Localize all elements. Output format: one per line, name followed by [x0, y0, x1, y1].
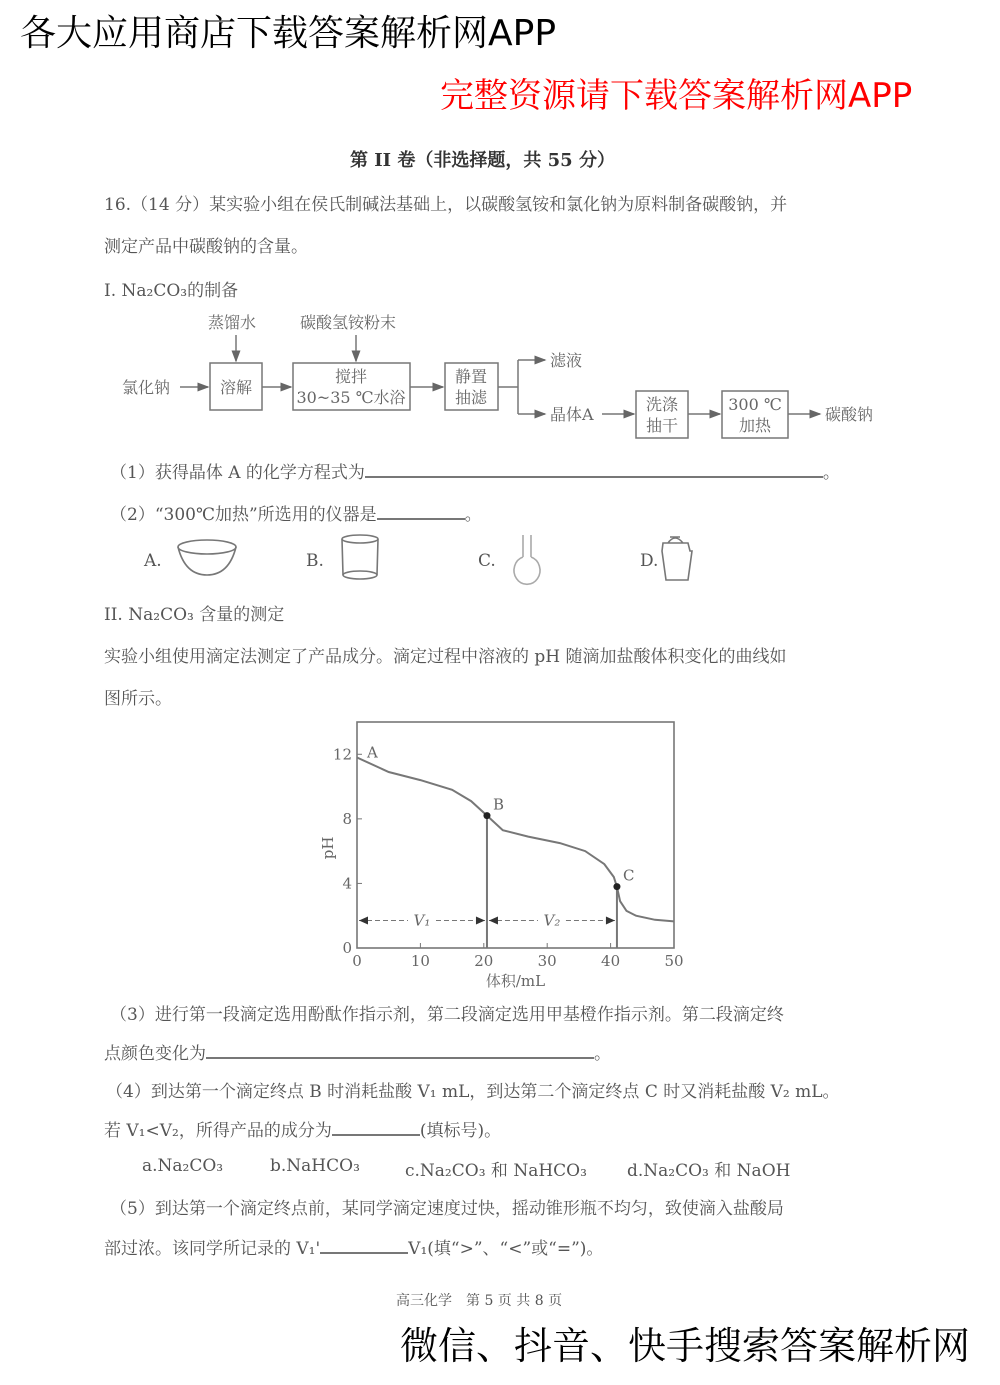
- q4-option-b: b.NaHCO₃: [270, 1156, 360, 1176]
- watermark-center: 完整资源请下载答案解析网APP: [440, 76, 913, 116]
- x-axis-label: 体积/mL: [485, 972, 546, 990]
- flow-step5b: 加热: [738, 416, 772, 435]
- ph-curve: [357, 758, 674, 922]
- q4-line2: [104, 1116, 501, 1141]
- point-C: [613, 883, 620, 890]
- point-label-C: C: [622, 866, 635, 885]
- q4-hint: (填标号)。: [419, 1121, 502, 1141]
- watermark-bottom-right: 微信、抖音、快手搜索答案解析网: [400, 1324, 971, 1368]
- option-c-label: C.: [478, 551, 496, 571]
- q5-text: 部过浓。该同学所记录的 V₁': [104, 1239, 321, 1259]
- x-tick-label: 10: [410, 952, 430, 970]
- q1-period: 。: [822, 463, 840, 483]
- x-tick-label: 30: [537, 952, 557, 970]
- flow-step4a: 洗涤: [645, 395, 679, 414]
- y-tick-label: 8: [342, 809, 352, 828]
- q3-text: 点颜色变化为: [104, 1044, 206, 1064]
- y-tick-label: 4: [342, 874, 352, 893]
- flow-water: 蒸馏水: [208, 313, 257, 332]
- flow-nh4hco3: 碳酸氢铵粉末: [300, 313, 397, 332]
- part1-title: I. Na₂CO₃的制备: [104, 281, 239, 301]
- question-intro-line1: 16.（14 分）某实验小组在侯氏制碱法基础上，以碳酸氢铵和氯化钠为原料制备碳酸钠，并: [104, 195, 788, 215]
- x-tick-label: 50: [664, 952, 684, 970]
- flow-step1: 溶解: [219, 378, 253, 397]
- q5-line2: [104, 1234, 603, 1259]
- q3-period: 。: [594, 1044, 611, 1064]
- flow-crystal: 晶体A: [550, 405, 594, 424]
- y-tick-label: 12: [332, 745, 352, 764]
- point-label-B: B: [492, 795, 505, 814]
- x-tick-label: 20: [474, 952, 494, 970]
- q1-text: （1）获得晶体 A 的化学方程式为: [110, 463, 365, 483]
- q4-option-a: a.Na₂CO₃: [142, 1156, 224, 1176]
- question-intro-line2: 测定产品中碳酸钠的含量。: [104, 237, 308, 257]
- annotation-label-V₁: V₁: [413, 911, 431, 930]
- plot-frame: [357, 722, 674, 948]
- flow-step3b: 抽滤: [454, 388, 488, 407]
- watermark-top-left: 各大应用商店下载答案解析网APP: [20, 13, 557, 54]
- q5-answer-blank[interactable]: [320, 1235, 408, 1254]
- q3-line1: （3）进行第一段滴定选用酚酞作指示剂，第二段滴定选用甲基橙作指示剂。第二段滴定终: [110, 1005, 784, 1025]
- q4-option-d: d.Na₂CO₃ 和 NaOH: [627, 1161, 791, 1181]
- q4-text: 若 V₁<V₂，所得产品的成分为: [104, 1121, 332, 1141]
- option-a-label: A.: [144, 551, 162, 571]
- option-b-label: B.: [306, 551, 324, 571]
- flow-step4b: 抽干: [645, 416, 679, 435]
- point-B: [483, 812, 490, 819]
- flow-nacl: 氯化钠: [122, 378, 171, 397]
- part2-line2: 图所示。: [104, 689, 172, 709]
- part2-title: II. Na₂CO₃ 含量的测定: [104, 605, 285, 625]
- option-d-label: D.: [640, 551, 659, 571]
- flow-step2b: 30~35 ℃水浴: [296, 388, 406, 407]
- x-tick-label: 40: [601, 952, 621, 970]
- flow-product: 碳酸钠: [825, 405, 874, 424]
- part2-line1: 实验小组使用滴定法测定了产品成分。滴定过程中溶液的 pH 随滴加盐酸体积变化的曲线如: [104, 647, 787, 667]
- q4-answer-blank[interactable]: [332, 1117, 420, 1136]
- section-title: 第 II 卷（非选择题，共 55 分）: [350, 150, 615, 171]
- flow-step3a: 静置: [454, 367, 488, 386]
- q5-hint: V₁(填“>”、“<”或“=”)。: [408, 1239, 604, 1259]
- x-tick-label: 0: [352, 952, 362, 970]
- q4-option-c: c.Na₂CO₃ 和 NaHCO₃: [405, 1161, 587, 1181]
- y-tick-label: 0: [342, 939, 352, 957]
- y-axis-label: pH: [319, 836, 337, 860]
- q5-line1: （5）到达第一个滴定终点前，某同学滴定速度过快，摇动锥形瓶不均匀，致使滴入盐酸局: [110, 1199, 784, 1219]
- q2-text: （2）“300℃加热”所选用的仪器是: [110, 505, 377, 525]
- q3-answer-blank[interactable]: [206, 1040, 594, 1059]
- point-label-A: A: [367, 743, 378, 762]
- annotation-label-V₂: V₂: [543, 911, 561, 930]
- flow-filtrate: 滤液: [550, 351, 583, 370]
- q2-period: 。: [464, 505, 482, 525]
- q3-line2: [104, 1039, 611, 1064]
- flow-step5a: 300 ℃: [728, 395, 782, 414]
- q4-line1: （4）到达第一个滴定终点 B 时消耗盐酸 V₁ mL，到达第二个滴定终点 C 时又消耗盐酸 V₂ mL。: [106, 1082, 840, 1102]
- page-footer: 高三化学 第 5 页 共 8 页: [396, 1293, 563, 1309]
- flow-step2a: 搅拌: [334, 367, 368, 386]
